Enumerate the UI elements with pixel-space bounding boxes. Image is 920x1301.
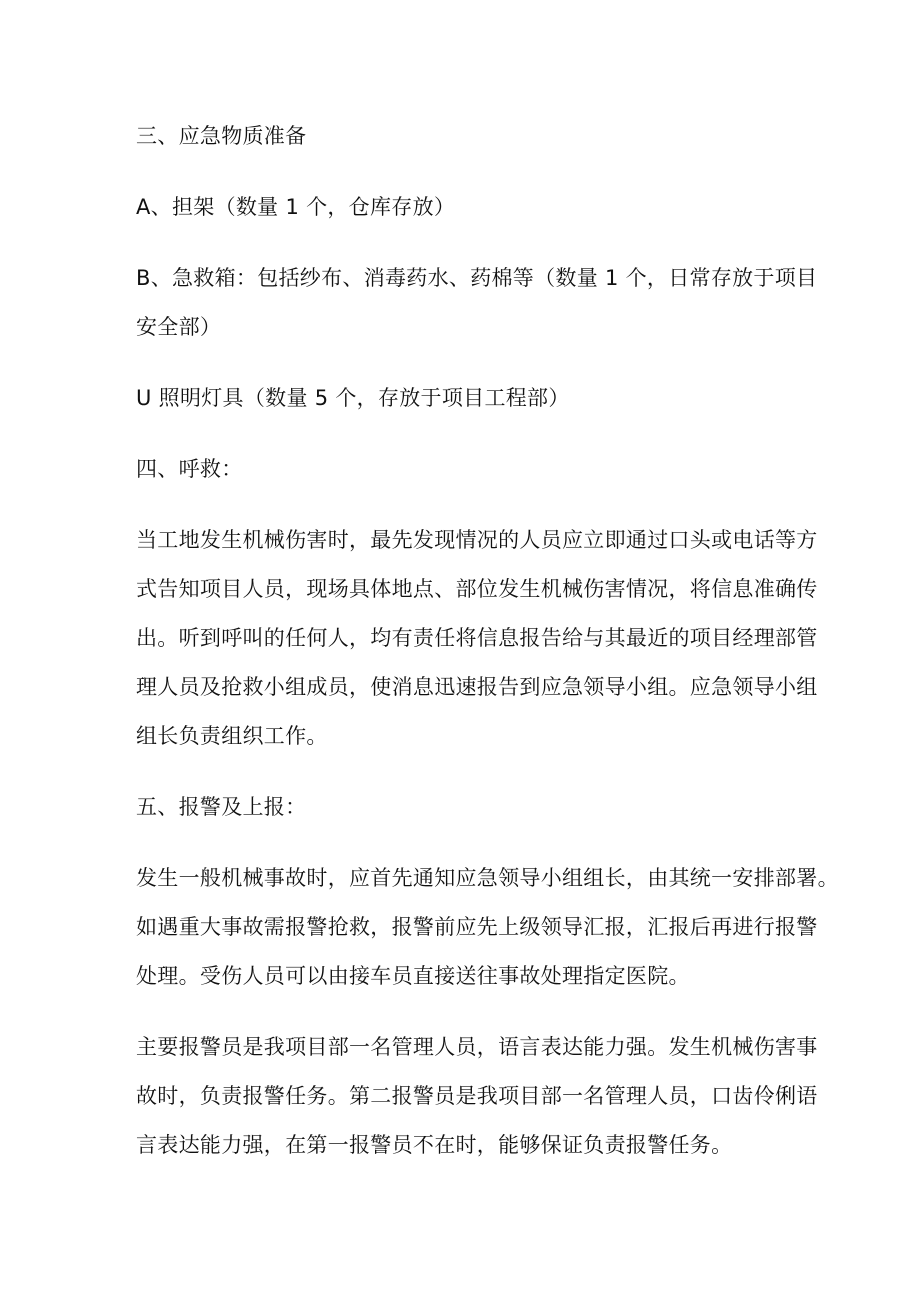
text-line: 故时，负责报警任务。第二报警员是我项目部一名管理人员，口齿伶俐语 bbox=[136, 1084, 818, 1108]
text-line: 出。听到呼叫的任何人，均有责任将信息报告给与其最近的项目经理部管 bbox=[136, 626, 818, 650]
text-line: 安全部） bbox=[136, 315, 222, 339]
text-line: 如遇重大事故需报警抢救，报警前应先上级领导汇报，汇报后再进行报警 bbox=[136, 915, 818, 939]
item-lighting bbox=[136, 374, 796, 423]
document-body bbox=[136, 112, 839, 1192]
heading-emergency-supplies bbox=[136, 112, 796, 161]
text-line: 三、应急物质准备 bbox=[136, 124, 307, 148]
paragraph-alarm-procedure bbox=[136, 854, 839, 1001]
item-first-aid-kit bbox=[136, 254, 818, 352]
text-line: B、急救箱：包括纱布、消毒药水、药棉等（数量 1 个，日常存放于项目 bbox=[136, 266, 818, 290]
heading-alarm-report bbox=[136, 783, 796, 832]
text-line: 五、报警及上报： bbox=[136, 795, 307, 819]
text-line: 理人员及抢救小组成员，使消息迅速报告到应急领导小组。应急领导小组 bbox=[136, 675, 818, 699]
item-stretcher bbox=[136, 183, 796, 232]
text-line: 组长负责组织工作。 bbox=[136, 724, 328, 748]
text-line: 主要报警员是我项目部一名管理人员，语言表达能力强。发生机械伤害事 bbox=[136, 1035, 818, 1059]
text-line: 处理。受伤人员可以由接车员直接送往事故处理指定医院。 bbox=[136, 964, 690, 988]
heading-call-for-help bbox=[136, 445, 796, 494]
text-line: U 照明灯具（数量 5 个，存放于项目工程部） bbox=[136, 386, 570, 410]
text-line: A、担架（数量 1 个，仓库存放） bbox=[136, 195, 456, 219]
paragraph-alarm-personnel bbox=[136, 1023, 818, 1170]
text-line: 发生一般机械事故时，应首先通知应急领导小组组长，由其统一安排部署。 bbox=[136, 866, 839, 890]
paragraph-call-for-help bbox=[136, 516, 818, 761]
text-line: 当工地发生机械伤害时，最先发现情况的人员应立即通过口头或电话等方 bbox=[136, 528, 818, 552]
text-line: 言表达能力强，在第一报警员不在时，能够保证负责报警任务。 bbox=[136, 1133, 733, 1157]
text-line: 四、呼救： bbox=[136, 457, 243, 481]
text-line: 式告知项目人员，现场具体地点、部位发生机械伤害情况，将信息准确传 bbox=[136, 577, 818, 601]
